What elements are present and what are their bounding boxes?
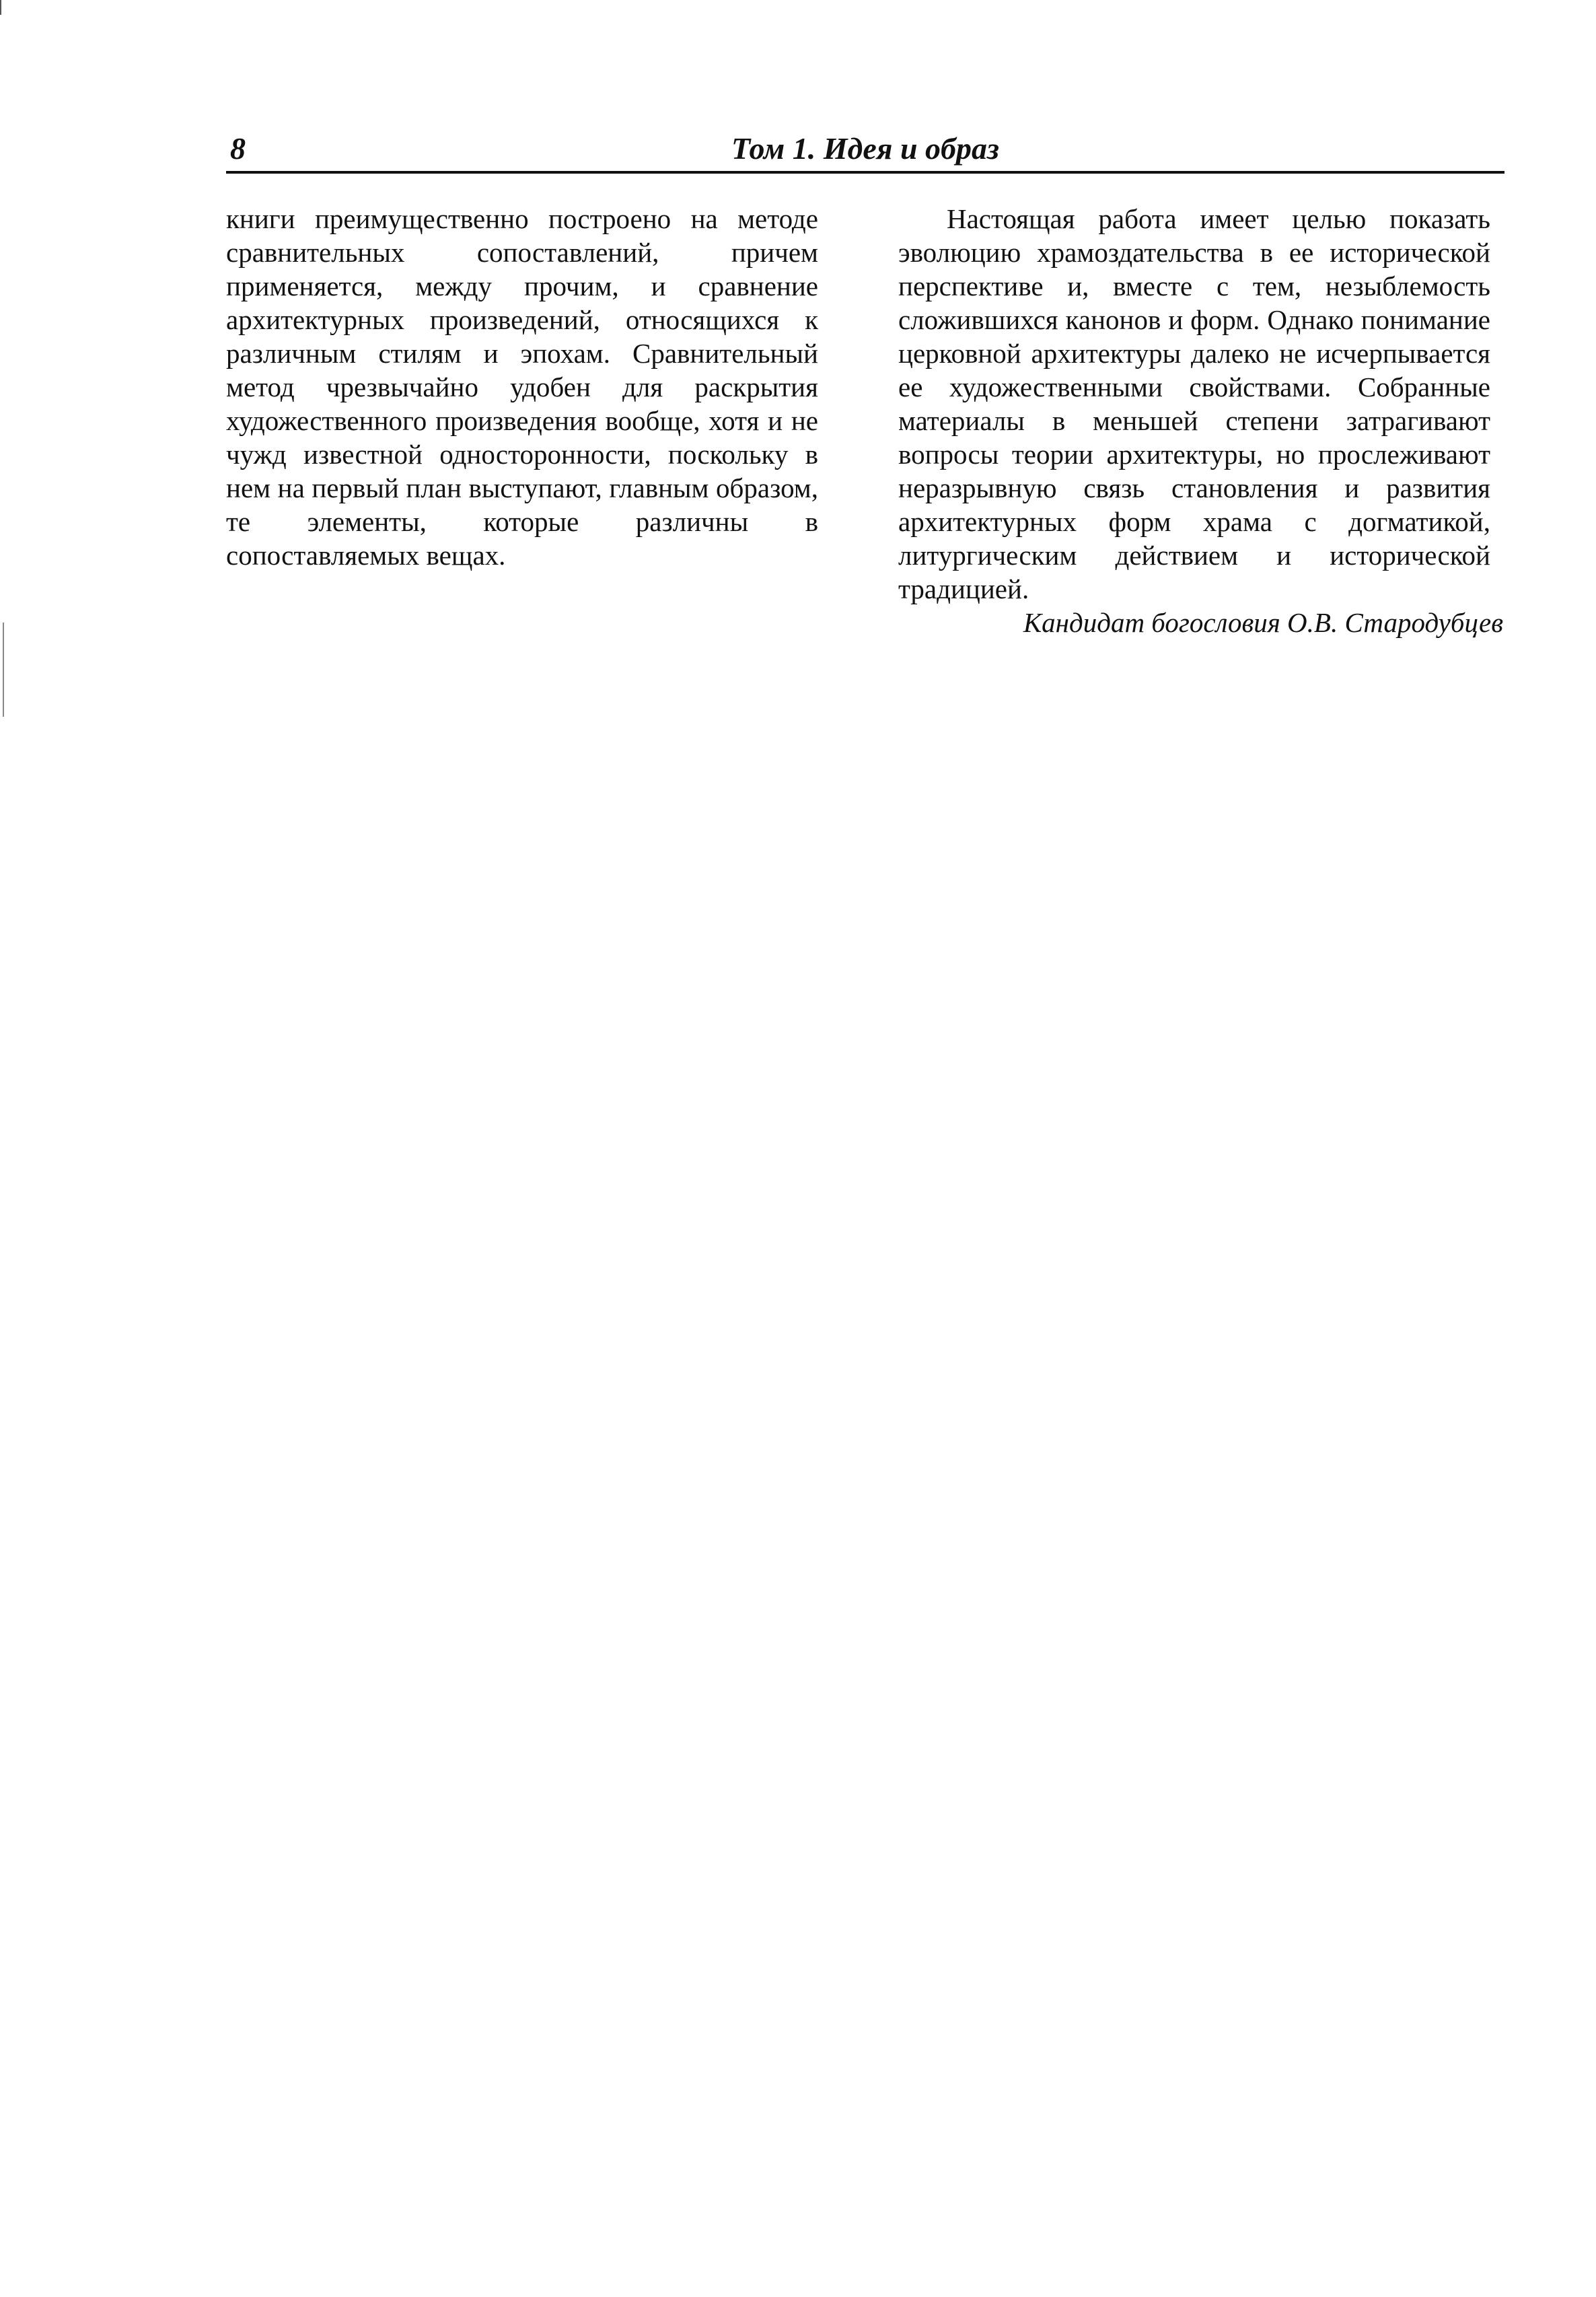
scan-edge-mark (0, 0, 1, 15)
scan-margin-mark (3, 623, 4, 717)
page-number: 8 (230, 131, 246, 166)
running-header (226, 127, 1504, 174)
left-column-paragraph: книги преимущественно построено на методе сравнительных сопоставлений, причем применяется, между прочим, и сравнение архитектурных произведений, относящихся к различным стилям и эпохам. Сравнительный метод чрезвычайно удобен для раскрытия художественного произведения вообще, хотя и не чужд известной односторонности, поскольку в нем на первый план выступают, главным образом, те элементы, которые различны в сопоставляемых вещах. (226, 203, 818, 571)
author-signature: Кандидат богословия О.В. Стародубцев (1023, 607, 1503, 638)
right-column (898, 202, 1490, 606)
running-title: Том 1. Идея и образ (731, 131, 999, 166)
right-column-paragraph: Настоящая работа имеет целью показать эволюцию храмоздательства в ее исторической перспективе и, вместе с тем, незыблемость сложившихся канонов и форм. Однако понимание церковной архитектуры далеко не исчерпывается ее художественными свойствами. Собранные материалы в меньшей степени затрагивают вопросы теории архитектуры, но прослеживают неразрывную связь становления и развития архитектурных форм храма с догматикой, литургическим действием и исторической традицией. (898, 203, 1490, 604)
left-column (226, 202, 818, 572)
